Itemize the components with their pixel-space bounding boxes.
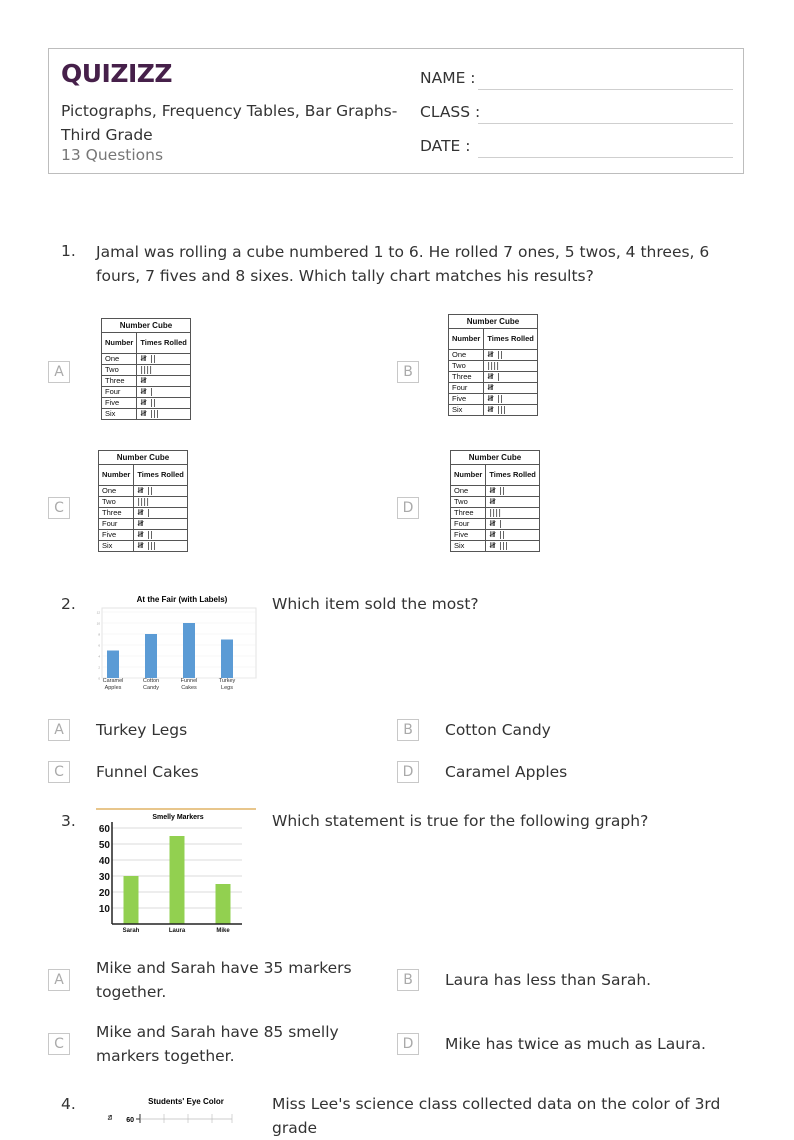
- y-tick-label: 2: [98, 665, 100, 670]
- tally-marks: 𝍸 ||: [486, 486, 540, 497]
- tally-row: [449, 350, 538, 361]
- q3-option-b-box[interactable]: B: [397, 969, 419, 991]
- q1-option-a-box[interactable]: A: [48, 361, 70, 383]
- tally-number: One: [449, 350, 484, 361]
- tally-marks: 𝍸 ||: [484, 394, 538, 405]
- y-tick-label: 10: [96, 621, 100, 626]
- y-tick-label: 6: [98, 643, 100, 648]
- bar-sarah: [124, 876, 139, 924]
- tally-row: [102, 409, 191, 420]
- y-tick-label: 40: [98, 856, 110, 867]
- tally-marks: ||||: [486, 508, 540, 519]
- tally-number: Three: [451, 508, 486, 519]
- tally-row: [102, 387, 191, 398]
- tally-marks: 𝍸 |: [486, 519, 540, 530]
- tally-number: One: [99, 486, 134, 497]
- y-tick-label: 10: [98, 904, 110, 915]
- q2-option-d-box[interactable]: D: [397, 761, 419, 783]
- tally-number: Six: [102, 409, 137, 420]
- q3-option-a-box[interactable]: A: [48, 969, 70, 991]
- tally-row: [451, 519, 540, 530]
- tally-number: Five: [99, 530, 134, 541]
- question-2-number: 2.: [61, 595, 76, 613]
- tally-row: [449, 361, 538, 372]
- question-1-number: 1.: [61, 242, 76, 260]
- y-tick-label: 20: [98, 888, 110, 899]
- tally-marks: 𝍸 |: [134, 508, 188, 519]
- tally-col-number: Number: [102, 333, 137, 354]
- tally-marks: 𝍸: [137, 376, 191, 387]
- q1-option-a-table: [101, 318, 191, 420]
- tally-marks: 𝍸: [484, 383, 538, 394]
- tally-number: Five: [102, 398, 137, 409]
- tally-number: Six: [99, 541, 134, 552]
- tally-col-times: Times Rolled: [137, 333, 191, 354]
- x-tick-label: Laura: [168, 928, 186, 934]
- tally-row: [451, 530, 540, 541]
- tally-marks: 𝍸 |||: [137, 409, 191, 420]
- tally-marks: 𝍸 |||: [484, 405, 538, 416]
- tally-title: Number Cube: [449, 315, 538, 329]
- date-label: DATE :: [420, 137, 471, 155]
- tally-marks: ||||: [134, 497, 188, 508]
- q2-option-a-box[interactable]: A: [48, 719, 70, 741]
- chart-title: Students' Eye Color: [148, 1097, 224, 1106]
- question-3-text: Which statement is true for the following graph?: [272, 812, 649, 830]
- tally-title: Number Cube: [451, 451, 540, 465]
- tally-col-number: Number: [451, 465, 486, 486]
- question-3-number: 3.: [61, 812, 76, 830]
- tally-number: Six: [451, 541, 486, 552]
- tally-row: [451, 486, 540, 497]
- x-tick-label: Apples: [104, 685, 122, 691]
- class-field[interactable]: [478, 123, 733, 124]
- chart-title: At the Fair (with Labels): [136, 595, 228, 604]
- y-tick-label: 50: [98, 840, 110, 851]
- x-tick-label: Cotton: [142, 678, 160, 684]
- tally-number: Two: [102, 365, 137, 376]
- tally-row: [451, 541, 540, 552]
- class-label: CLASS :: [420, 103, 481, 121]
- x-tick-label: Mike: [216, 928, 230, 934]
- tally-marks: 𝍸 ||: [134, 530, 188, 541]
- q3-option-b-text[interactable]: Laura has less than Sarah.: [445, 971, 652, 989]
- x-tick-label: Caramel: [102, 678, 124, 684]
- tally-number: Six: [449, 405, 484, 416]
- chart-title: Smelly Markers: [152, 814, 204, 821]
- tally-row: [102, 365, 191, 376]
- tally-row: [102, 398, 191, 409]
- tally-number: Four: [102, 387, 137, 398]
- tally-row: [99, 486, 188, 497]
- tally-col-times: Times Rolled: [134, 465, 188, 486]
- tally-number: Two: [99, 497, 134, 508]
- x-tick-label: Funnel: [180, 678, 198, 684]
- x-tick-label: Legs: [221, 685, 233, 691]
- tally-number: Four: [451, 519, 486, 530]
- q1-option-d-box[interactable]: D: [397, 497, 419, 519]
- tally-marks: 𝍸: [134, 519, 188, 530]
- tally-marks: 𝍸 |||: [134, 541, 188, 552]
- tally-row: [451, 497, 540, 508]
- tally-number: Three: [102, 376, 137, 387]
- tally-number: One: [451, 486, 486, 497]
- name-field[interactable]: [478, 89, 733, 90]
- y-tick-label: 8: [98, 632, 100, 637]
- q1-option-d-table: [450, 450, 540, 552]
- tally-row: [449, 383, 538, 394]
- bar-funnel-cakes: [183, 623, 195, 678]
- tally-marks: 𝍸 |||: [486, 541, 540, 552]
- bar-turkey-legs: [221, 640, 233, 679]
- q1-option-c-table: [98, 450, 188, 552]
- x-tick-label: Turkey: [218, 678, 236, 684]
- tally-title: Number Cube: [102, 319, 191, 333]
- tally-row: [99, 519, 188, 530]
- tally-row: [102, 354, 191, 365]
- question-count: 13 Questions: [61, 146, 164, 164]
- q2-option-b-box[interactable]: B: [397, 719, 419, 741]
- x-tick-label: Sarah: [122, 928, 140, 934]
- q3-option-c-text[interactable]: Mike and Sarah have 85 smelly markers together.: [96, 1023, 339, 1065]
- tally-number: Four: [99, 519, 134, 530]
- q2-option-c-text[interactable]: Funnel Cakes: [96, 763, 199, 781]
- tally-number: Three: [449, 372, 484, 383]
- q1-option-c-box[interactable]: C: [48, 497, 70, 519]
- tally-row: [449, 372, 538, 383]
- bar-caramel-apples: [107, 651, 119, 679]
- q2-option-b-text[interactable]: Cotton Candy: [445, 721, 551, 739]
- tally-number: Three: [99, 508, 134, 519]
- question-1-text: Jamal was rolling a cube numbered 1 to 6. He rolled 7 ones, 5 twos, 4 threes, 6 fours, 7 fives and 8 sixes. Which tally chart matches his results?: [96, 243, 710, 285]
- y-tick-label: 0: [98, 676, 100, 681]
- tally-col-times: Times Rolled: [486, 465, 540, 486]
- tally-marks: 𝍸 ||: [137, 398, 191, 409]
- tally-number: Five: [449, 394, 484, 405]
- tally-row: [449, 405, 538, 416]
- tally-number: Two: [449, 361, 484, 372]
- tally-number: Four: [449, 383, 484, 394]
- tally-col-number: Number: [449, 329, 484, 350]
- question-4-text: Miss Lee's science class collected data on the color of 3rd grade: [272, 1095, 721, 1137]
- tally-number: Five: [451, 530, 486, 541]
- tally-row: [99, 508, 188, 519]
- x-tick-label: Candy: [143, 685, 159, 691]
- tally-marks: 𝍸 ||: [137, 354, 191, 365]
- worksheet-header: [48, 48, 744, 174]
- quizizz-logo: QUIZIZZ: [61, 59, 173, 88]
- x-tick-label: Cakes: [181, 685, 197, 691]
- tally-marks: ||||: [484, 361, 538, 372]
- question-2-text: Which item sold the most?: [272, 595, 479, 613]
- q2-option-a-text[interactable]: Turkey Legs: [96, 721, 188, 739]
- eye-color-chart: [104, 1092, 244, 1127]
- y-tick-label: 4: [98, 654, 100, 659]
- y-tick-label: 30: [98, 872, 110, 883]
- q3-option-d-box[interactable]: D: [397, 1033, 419, 1055]
- y-label: ts: [108, 1114, 114, 1120]
- question-4-number: 4.: [61, 1095, 76, 1113]
- worksheet-title: Pictographs, Frequency Tables, Bar Graphs- Third Grade: [61, 102, 398, 144]
- tally-marks: 𝍸 ||: [486, 530, 540, 541]
- smelly-markers-chart: [96, 808, 258, 938]
- tally-row: [99, 541, 188, 552]
- q1-option-b-box[interactable]: B: [397, 361, 419, 383]
- date-field[interactable]: [478, 157, 733, 158]
- y-tick-label: 60: [98, 824, 110, 835]
- bar-mike: [216, 884, 231, 924]
- bar-laura: [170, 836, 185, 924]
- q3-option-a-text[interactable]: Mike and Sarah have 35 markers together.: [96, 959, 352, 1001]
- tally-marks: ||||: [137, 365, 191, 376]
- q3-option-d-text[interactable]: Mike has twice as much as Laura.: [445, 1035, 706, 1053]
- bar-cotton-candy: [145, 634, 157, 678]
- q3-option-c-box[interactable]: C: [48, 1033, 70, 1055]
- tally-row: [451, 508, 540, 519]
- tally-row: [99, 530, 188, 541]
- q2-option-d-text[interactable]: Caramel Apples: [445, 763, 568, 781]
- tally-row: [102, 376, 191, 387]
- tally-number: One: [102, 354, 137, 365]
- tally-number: Two: [451, 497, 486, 508]
- name-label: NAME :: [420, 69, 476, 87]
- tally-col-number: Number: [99, 465, 134, 486]
- fair-bar-chart: [96, 592, 258, 701]
- q2-option-c-box[interactable]: C: [48, 761, 70, 783]
- y-tick-label: 12: [96, 610, 100, 615]
- tally-row: [99, 497, 188, 508]
- y-tick-label: 60: [126, 1117, 134, 1123]
- tally-col-times: Times Rolled: [484, 329, 538, 350]
- q1-option-b-table: [448, 314, 538, 416]
- tally-marks: 𝍸 ||: [134, 486, 188, 497]
- tally-row: [449, 394, 538, 405]
- tally-marks: 𝍸 |: [137, 387, 191, 398]
- tally-marks: 𝍸 ||: [484, 350, 538, 361]
- tally-title: Number Cube: [99, 451, 188, 465]
- tally-marks: 𝍸: [486, 497, 540, 508]
- tally-marks: 𝍸 |: [484, 372, 538, 383]
